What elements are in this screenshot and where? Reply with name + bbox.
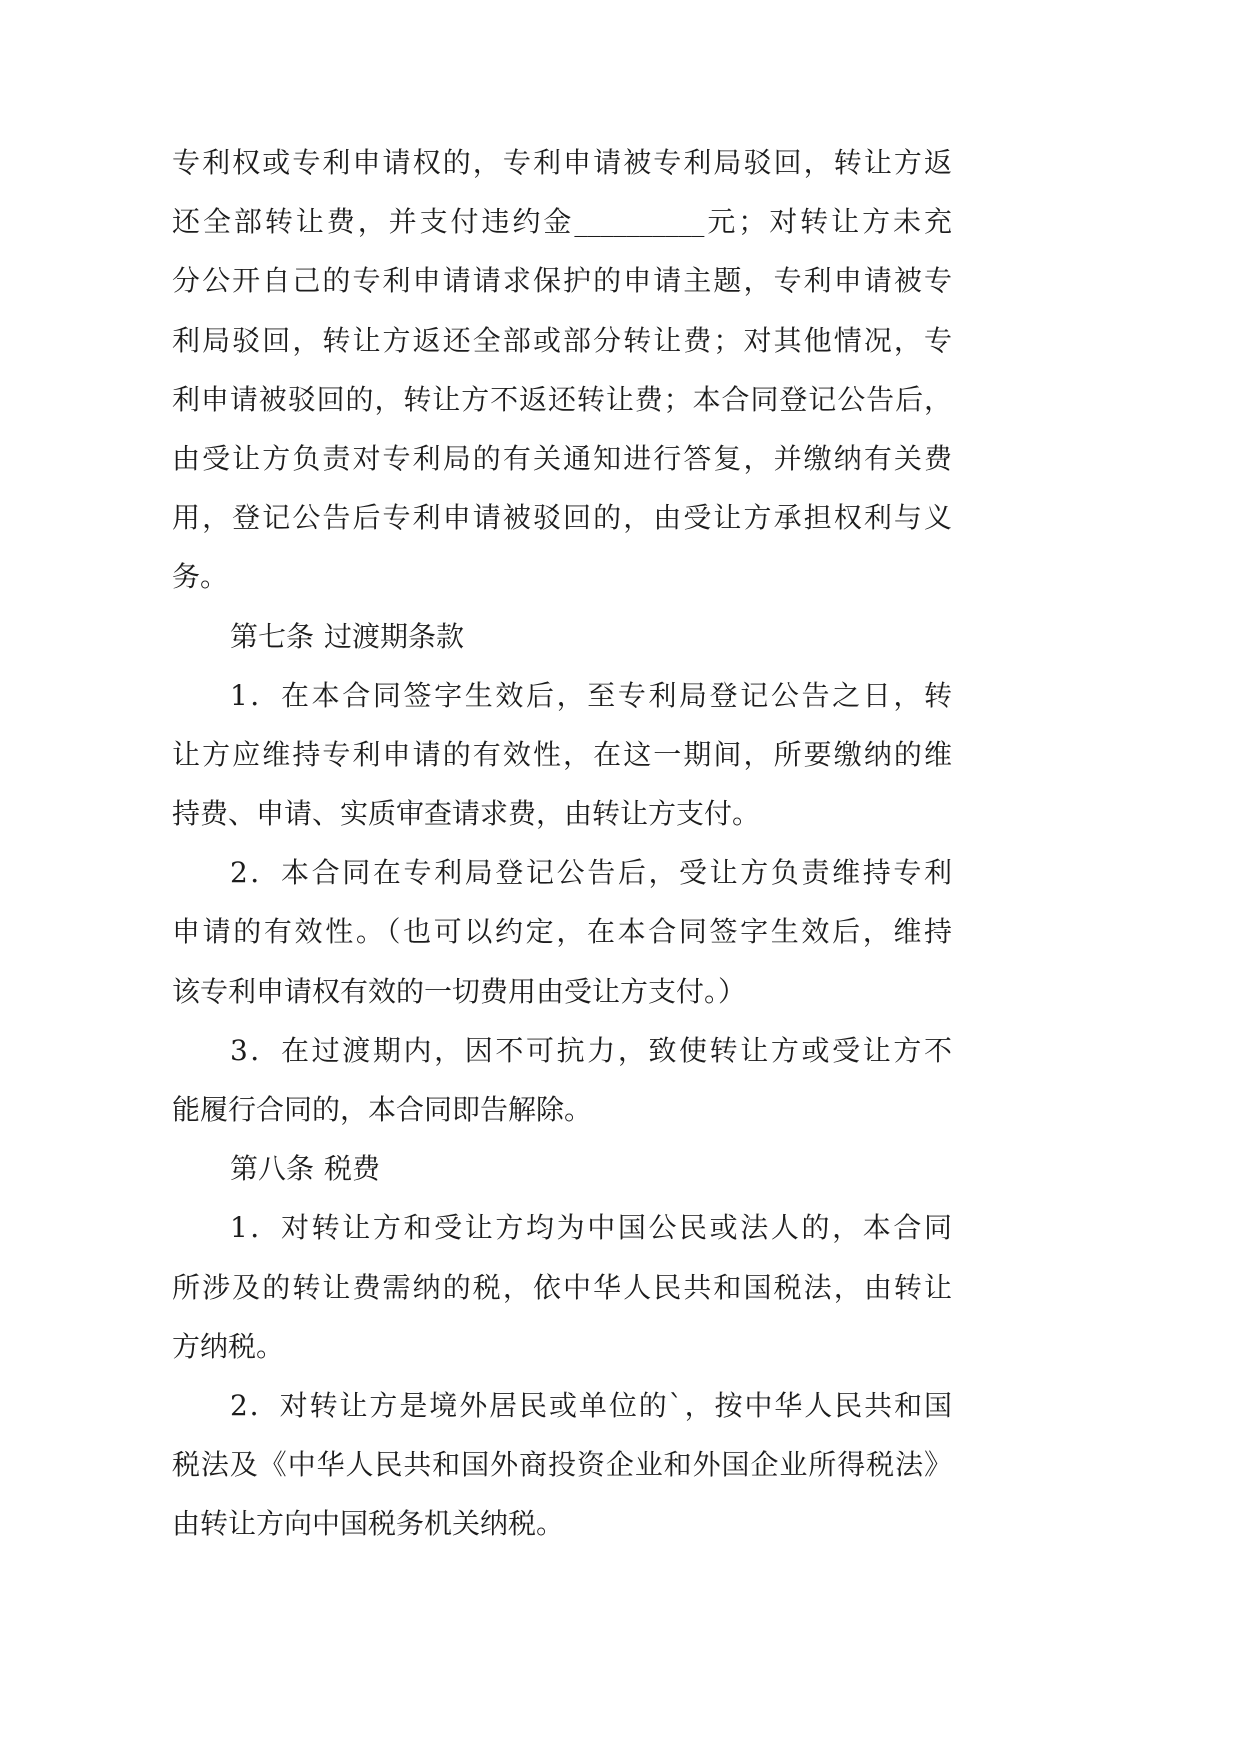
paragraph-line: 专利权或专利申请权的，专利申请被专利局驳回，转让方返 (172, 146, 952, 179)
paragraph-line (172, 192, 952, 251)
paragraph-line: 税法及《中华人民共和国外商投资企业和外国企业所得税法》 (172, 1448, 952, 1482)
penalty-amount-blank: __________ (574, 208, 705, 239)
article-8-heading (172, 1139, 952, 1198)
paragraph-line: 1．在本合同签字生效后，至专利局登记公告之日，转 (230, 678, 952, 712)
paragraph-line: 分公开自己的专利申请请求保护的申请主题，专利申请被专 (172, 264, 952, 298)
paragraph-line: 能履行合同的，本合同即告解除。 (172, 1093, 593, 1126)
paragraph-line: 方纳税。 (172, 1329, 285, 1363)
paragraph-line: 务。 (172, 560, 229, 594)
paragraph-line: 申请的有效性。（也可以约定，在本合同签字生效后，维持 (172, 915, 952, 949)
article-title: 过渡期条款 (324, 619, 465, 653)
article-7-heading (172, 607, 952, 666)
paragraph-line: 1．对转让方和受让方均为中国公民或法人的，本合同 (230, 1211, 952, 1245)
paragraph-line: 2．本合同在专利局登记公告后，受让方负责维持专利 (230, 856, 952, 890)
paragraph-line: 2．对转让方是境外居民或单位的`，按中华人民共和国 (230, 1388, 952, 1422)
paragraph-line: 利局驳回，转让方返还全部或部分转让费；对其他情况，专 (172, 323, 952, 357)
paragraph-line: 让方应维持专利申请的有效性，在这一期间，所要缴纳的维 (172, 737, 952, 771)
document-page (172, 133, 952, 1554)
paragraph-line: 所涉及的转让费需纳的税，依中华人民共和国税法，由转让 (172, 1270, 952, 1304)
article-number: 第七条 (230, 619, 315, 653)
paragraph-line: 由受让方负责对专利局的有关通知进行答复，并缴纳有关费 (172, 441, 952, 475)
paragraph-line: 3．在过渡期内，因不可抗力，致使转让方或受让方不 (230, 1033, 952, 1067)
paragraph-line: 用，登记公告后专利申请被驳回的，由受让方承担权利与义 (172, 501, 952, 535)
article-number: 第八条 (230, 1152, 315, 1186)
paragraph-text: 元；对转让方未充 (704, 205, 952, 239)
paragraph-line: 利申请被驳回的，转让方不返还转让费；本合同登记公告后， (172, 382, 952, 416)
paragraph-line: 持费、申请、实质审查请求费，由转让方支付。 (172, 797, 761, 831)
article-title: 税费 (324, 1152, 381, 1186)
paragraph-text: 还全部转让费，并支付违约金 (172, 205, 575, 239)
paragraph-line: 由转让方向中国税务机关纳税。 (172, 1507, 565, 1541)
paragraph-line: 该专利申请权有效的一切费用由受让方支付。） (172, 974, 747, 1008)
